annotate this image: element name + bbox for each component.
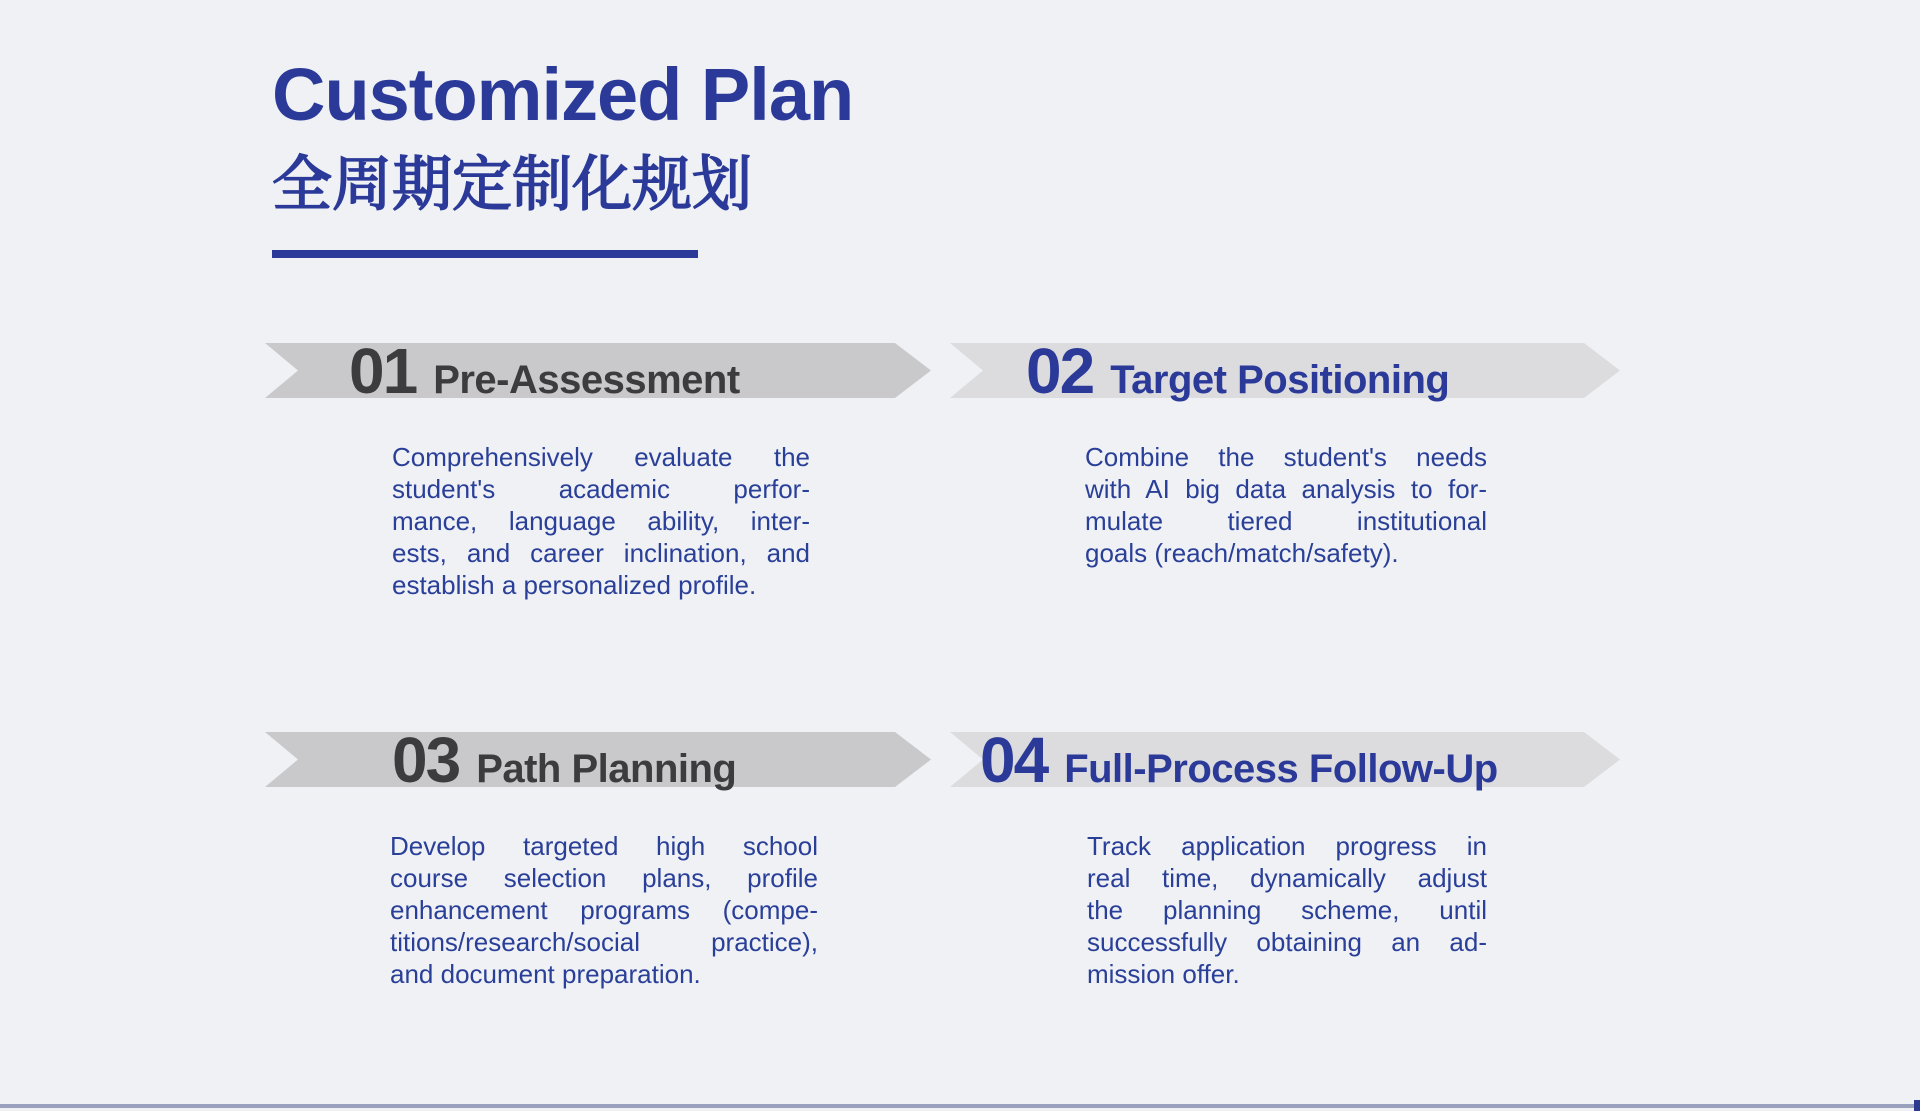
body-line: with AI big data analysis to for- [1085,474,1487,504]
step3-title: Path Planning [476,747,737,791]
footer-divider-line [0,1104,1920,1108]
step3-label [392,724,737,796]
body-line: ests, and career inclination, and [392,538,810,568]
body-line: Comprehensively evaluate the [392,442,810,472]
step4-number: 04 [980,724,1048,796]
step2-label [1026,335,1450,407]
step1-number: 01 [349,335,417,407]
step1-title: Pre-Assessment [433,358,740,402]
body-line: course selection plans, profile [390,863,818,893]
body-line: establish a personalized profile. [392,570,757,600]
body-line: successfully obtaining an ad- [1087,927,1487,957]
footer-corner-mark [1914,1100,1920,1111]
step1-description [392,441,810,601]
title-underline [272,250,698,258]
body-line: goals (reach/match/safety). [1085,538,1399,568]
body-line: student's academic perfor- [392,474,810,504]
step4-label [980,724,1498,796]
body-line: mulate tiered institutional [1085,506,1487,536]
body-line: and document preparation. [390,959,701,989]
page-title-en: Customized Plan [272,53,854,136]
step3-number: 03 [392,724,460,796]
step2-number: 02 [1026,335,1094,407]
page-title-zh: 全周期定制化规划 [272,151,752,218]
body-line: the planning scheme, until [1087,895,1487,925]
step1-label [349,335,740,407]
step2-title: Target Positioning [1110,358,1450,402]
body-line: mission offer. [1087,959,1240,989]
step2-description [1085,441,1487,569]
step4-description [1087,830,1487,990]
body-line: Combine the student's needs [1085,442,1487,472]
step3-description [390,830,818,990]
body-line: Track application progress in [1087,831,1487,861]
body-line: real time, dynamically adjust [1087,863,1487,893]
body-line: mance, language ability, inter- [392,506,810,536]
body-line: titions/research/social practice), [390,927,818,957]
body-line: enhancement programs (compe- [390,895,818,925]
body-line: Develop targeted high school [390,831,818,861]
step4-title: Full-Process Follow-Up [1064,747,1498,791]
